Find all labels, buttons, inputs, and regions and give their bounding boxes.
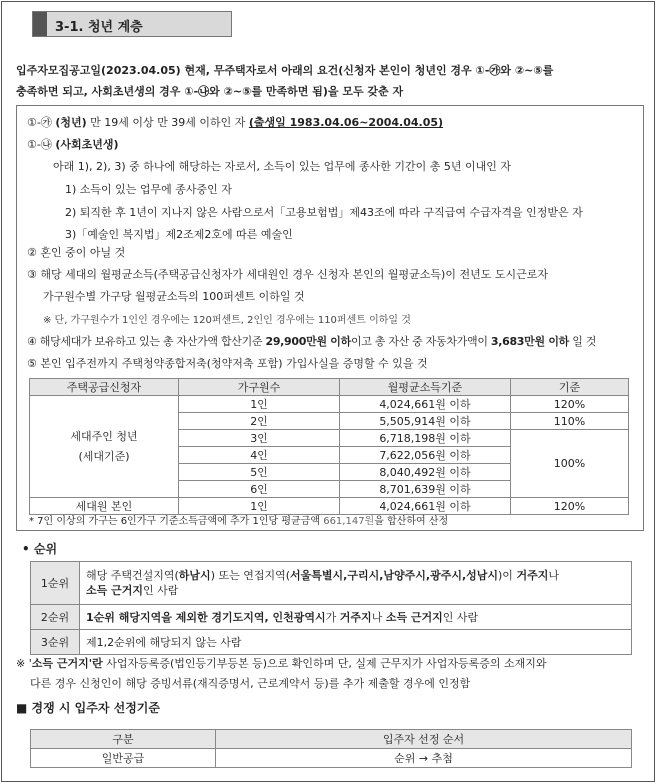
rank-1-a: 해당 주택건설지역( [86,569,179,582]
income-base-note [16,654,646,694]
rank-2-d: 나 [371,610,386,624]
req-income-line-2: 가구원수별 가구당 월평균소득의 100퍼센트 이하일 것 [43,290,305,303]
rank-1-e: )이 [498,569,517,582]
th-applicant: 주택공급신청자 [30,379,179,396]
cell-standard-merged: 100% [511,430,629,498]
th-income: 월평균소득기준 [340,379,511,396]
th-members: 가구원수 [179,379,340,396]
rank-3-desc: 제1,2순위에 해당되지 않는 사람 [80,630,632,655]
req-newcomer-desc: 아래 1), 2), 3) 중 하나에 해당하는 자로서, 소득이 있는 업무에 종사한 기간이 총 5년 이내인 자 [53,160,511,173]
cell-standard: 120% [511,498,629,515]
group-household-member: 세대원 본인 [30,498,179,515]
req-newcomer-item-1: 1) 소득이 있는 업무에 종사중인 자 [65,183,232,196]
req-newcomer-head: (사회초년생) [55,138,119,151]
rank-1-desc [80,562,632,605]
rank-2-area: 1순위 해당지역을 제외한 경기도지역, 인천광역시 [86,610,326,624]
note-term: 소득 근거지'란 [31,657,103,670]
req-assets-a: ④ 해당세대가 보유하고 있는 총 자산가액 합산기준 [27,335,266,348]
note-c: 사업자등록증(법인등기부등본 등)으로 확인하며 단, 실제 근무지가 사업자등록증의 소재지와 [102,657,547,670]
req-newcomer-mark: ①-㉯ [27,138,52,151]
req-assets-c: 이고 총 자산 중 자동차가액이 [350,335,491,348]
group-household-head-l2: (세대기준) [78,449,130,463]
note-line-1 [16,654,646,674]
cell-standard: 110% [511,413,629,430]
table-row [31,562,632,605]
req-unmarried: ② 혼인 중이 아닐 것 [27,246,126,259]
req-newcomer [27,136,119,152]
cell-members: 1인 [179,498,340,515]
rank-2-f: 인 사람 [442,610,479,624]
rank-1-i: 인 사람 [142,584,179,597]
rank-1-key: 1순위 [31,562,80,605]
table-row [31,605,632,630]
section-title-box [32,11,232,37]
rank-1-income-base: 소득 근거지 [86,584,143,597]
note-line-2: 다른 경우 신청인이 해당 증빙서류(재직증명서, 근로계약서 등)를 추가 제출할 경우에 인정함 [30,677,471,690]
rank-1-g: 나 [548,569,559,582]
cell-members: 1인 [179,396,340,413]
income-table-header [30,379,629,396]
cell-income: 5,505,914원 이하 [340,413,511,430]
footnote-c: 을 합산하여 산정 [374,516,449,527]
document-page [1,1,655,782]
rank-1-residence: 거주지 [516,569,549,582]
rank-2-b: 가 [325,610,340,624]
req-newcomer-item-3: 3)「예술인 복지법」제2조제2호에 따른 예술인 [65,228,293,241]
intro-line-1: 입주자모집공고일(2023.04.05) 현재, 무주택자로서 아래의 요건(신청자 본인이 청년인 경우 ①-㉮와 ②~⑤를 [16,64,554,77]
table-row [31,630,632,655]
cell-members: 5인 [179,464,340,481]
req-car-limit: 3,683만원 이하 [490,335,569,348]
req-youth-head: (청년) [55,116,87,129]
rank-2-key: 2순위 [31,605,80,630]
req-youth-text: 만 19세 이상 만 39세 이하인 자 [86,116,249,129]
requirements-panel [16,105,644,531]
cell-members: 4인 [179,447,340,464]
req-income-line-1: ③ 해당 세대의 월평균소득(주택공급신청자가 세대원인 경우 신청자 본인의 월평균소득)이 전년도 도시근로자 [27,268,548,281]
th-category: 구분 [31,730,216,749]
req-youth-mark: ①-㉮ [27,116,52,129]
group-household-head [30,396,179,498]
table-row [31,749,632,768]
section-title: 3-1. 청년 계층 [55,20,143,35]
table-row [30,396,629,413]
footnote-amount: 661,147원 [323,516,375,527]
cell-standard: 120% [511,396,629,413]
cell-income: 8,701,639원 이하 [340,481,511,498]
rank-1-c: ) 또는 연접지역( [210,569,291,582]
rank-heading: • 순위 [22,542,58,556]
req-newcomer-item-2: 2) 퇴직한 후 1년이 지나지 않은 사람으로서「고용보험법」제43조에 따라 구직급여 수급자격을 인정받은 자 [65,206,583,219]
rank-table [30,561,632,655]
intro-line-2: 충족하면 되고, 사회초년생의 경우 ①-㉯와 ②~⑤를 만족하면 됨)을 모두 갖춘 자 [16,85,404,98]
req-youth-birth: (출생일 1983.04.06~2004.04.05) [248,116,444,129]
cell-income: 4,024,661원 이하 [340,396,511,413]
th-standard: 기준 [511,379,629,396]
req-assets-e: 일 것 [569,335,597,348]
cell-income: 8,040,492원 이하 [340,464,511,481]
cell-income: 4,024,661원 이하 [340,498,511,515]
rank-3-key: 3순위 [31,630,80,655]
selection-header-row [31,730,632,749]
rank-2-desc [80,605,632,630]
req-assets-limit: 29,900만원 이하 [265,335,351,348]
cell-income: 6,718,198원 이하 [340,430,511,447]
note-a: ※ ' [16,657,32,670]
income-footnote [29,512,448,527]
selection-table [30,729,632,768]
cell-income: 7,622,056원 이하 [340,447,511,464]
rank-1-city: 하남시 [178,569,211,582]
footnote-a: * 7인 이상의 가구는 6인가구 기준소득금액에 추가 1인당 평균금액 [29,516,324,527]
req-assets [27,333,596,349]
income-table [29,378,629,515]
cell-members: 3인 [179,430,340,447]
req-savings: ⑤ 본인 입주전까지 주택청약종합저축(청약저축 포함) 가입사실을 증명할 수 있을 것 [27,357,428,370]
cell-order: 순위 → 추첨 [216,749,632,768]
cell-members: 6인 [179,481,340,498]
rank-1-adjacent: 서울특별시,구리시,남양주시,광주시,성남시 [290,569,499,582]
req-income-note: ※ 단, 가구원수가 1인인 경우에는 120퍼센트, 2인인 경우에는 110퍼센트 이하일 것 [43,315,411,326]
cell-category: 일반공급 [31,749,216,768]
group-household-head-l1: 세대주인 청년 [70,429,138,443]
cell-members: 2인 [179,413,340,430]
req-youth [27,114,443,130]
selection-heading: ■ 경쟁 시 입주자 선정기준 [16,701,160,715]
rank-2-income-base: 소득 근거지 [385,610,443,624]
title-accent-bar [33,12,47,36]
rank-2-residence: 거주지 [339,610,372,624]
intro-paragraph [16,60,644,102]
th-order: 입주자 선정 순서 [216,730,632,749]
